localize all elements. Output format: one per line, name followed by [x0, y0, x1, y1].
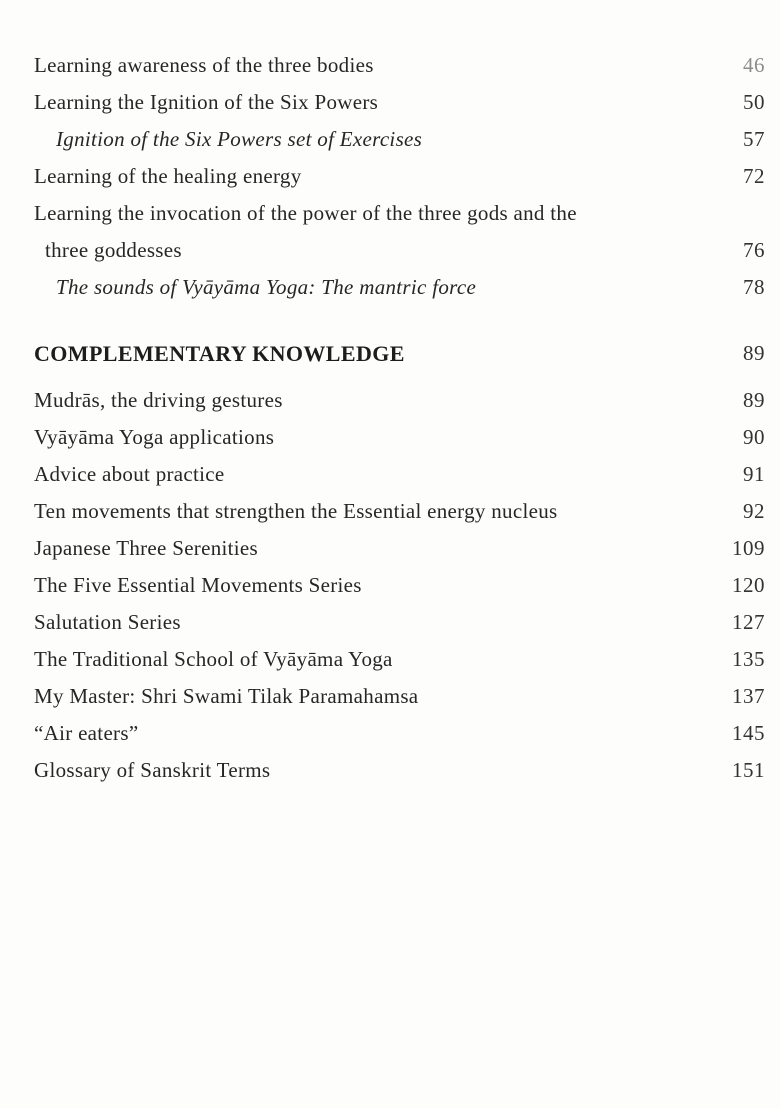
- toc-entry-row: [34, 456, 765, 493]
- section-header-title: COMPLEMENTARY KNOWLEDGE: [34, 341, 405, 366]
- toc-entry-title: Vyāyāma Yoga applications: [34, 425, 275, 449]
- page-number: 89: [743, 341, 765, 365]
- toc-entry-title: [34, 195, 709, 269]
- toc-entry-title: Learning the Ignition of the Six Powers: [34, 90, 379, 114]
- toc-entry-title: The Five Essential Movements Series: [34, 573, 362, 597]
- toc-entry-title-line2: three goddesses: [45, 238, 182, 262]
- page-number: 89: [743, 388, 765, 412]
- toc-entry-row: [34, 530, 765, 567]
- toc-entry-title: Learning of the healing energy: [34, 164, 302, 188]
- toc-entry-title: The sounds of Vyāyāma Yoga: The mantric force: [56, 275, 477, 299]
- toc-entry-row: [34, 641, 765, 678]
- toc-entry-title: Advice about practice: [34, 462, 225, 486]
- page-number: 50: [743, 90, 765, 114]
- toc-entry-row: [34, 382, 765, 419]
- toc-entry-row: [34, 752, 765, 789]
- page-number: 78: [743, 275, 765, 299]
- toc-entry-title: Ignition of the Six Powers set of Exercises: [56, 127, 423, 151]
- page-number: 76: [743, 238, 765, 262]
- toc-entry-row: [34, 269, 765, 306]
- toc-entry-row: [34, 678, 765, 715]
- page-number: 135: [732, 647, 765, 671]
- toc-list: [34, 47, 765, 789]
- toc-entry-title-line1: Learning the invocation of the power of the three gods and the: [34, 201, 577, 225]
- toc-entry-row: [34, 121, 765, 158]
- toc-entry-title: Mudrās, the driving gestures: [34, 388, 283, 412]
- toc-entry-row: [34, 419, 765, 456]
- toc-entry-row: [34, 47, 765, 84]
- section-header-row: [34, 335, 765, 372]
- toc-entry-row: [34, 493, 765, 530]
- toc-entry-title: Glossary of Sanskrit Terms: [34, 758, 271, 782]
- toc-entry-row: [34, 84, 765, 121]
- page-number: 57: [743, 127, 765, 151]
- page-number: 92: [743, 499, 765, 523]
- page-number: 145: [732, 721, 765, 745]
- page-number: 91: [743, 462, 765, 486]
- toc-entry-title: Learning awareness of the three bodies: [34, 53, 374, 77]
- toc-entry-title: Ten movements that strengthen the Essential energy nucleus: [34, 499, 558, 523]
- toc-entry-title: My Master: Shri Swami Tilak Paramahamsa: [34, 684, 419, 708]
- page-number: 127: [732, 610, 765, 634]
- toc-entry-row: [34, 604, 765, 641]
- page-number: 120: [732, 573, 765, 597]
- page-number: 72: [743, 164, 765, 188]
- page-number: 109: [732, 536, 765, 560]
- toc-entry-title: “Air eaters”: [34, 721, 139, 745]
- toc-entry-title: Japanese Three Serenities: [34, 536, 259, 560]
- toc-entry-row: [34, 195, 765, 269]
- toc-entry-title: The Traditional School of Vyāyāma Yoga: [34, 647, 393, 671]
- page-number: 137: [732, 684, 765, 708]
- toc-entry-row: [34, 158, 765, 195]
- toc-entry-title: Salutation Series: [34, 610, 181, 634]
- toc-entry-row: [34, 567, 765, 604]
- page-number: 46: [743, 53, 765, 77]
- toc-entry-row: [34, 715, 765, 752]
- page-number: 90: [743, 425, 765, 449]
- page-number: 151: [732, 758, 765, 782]
